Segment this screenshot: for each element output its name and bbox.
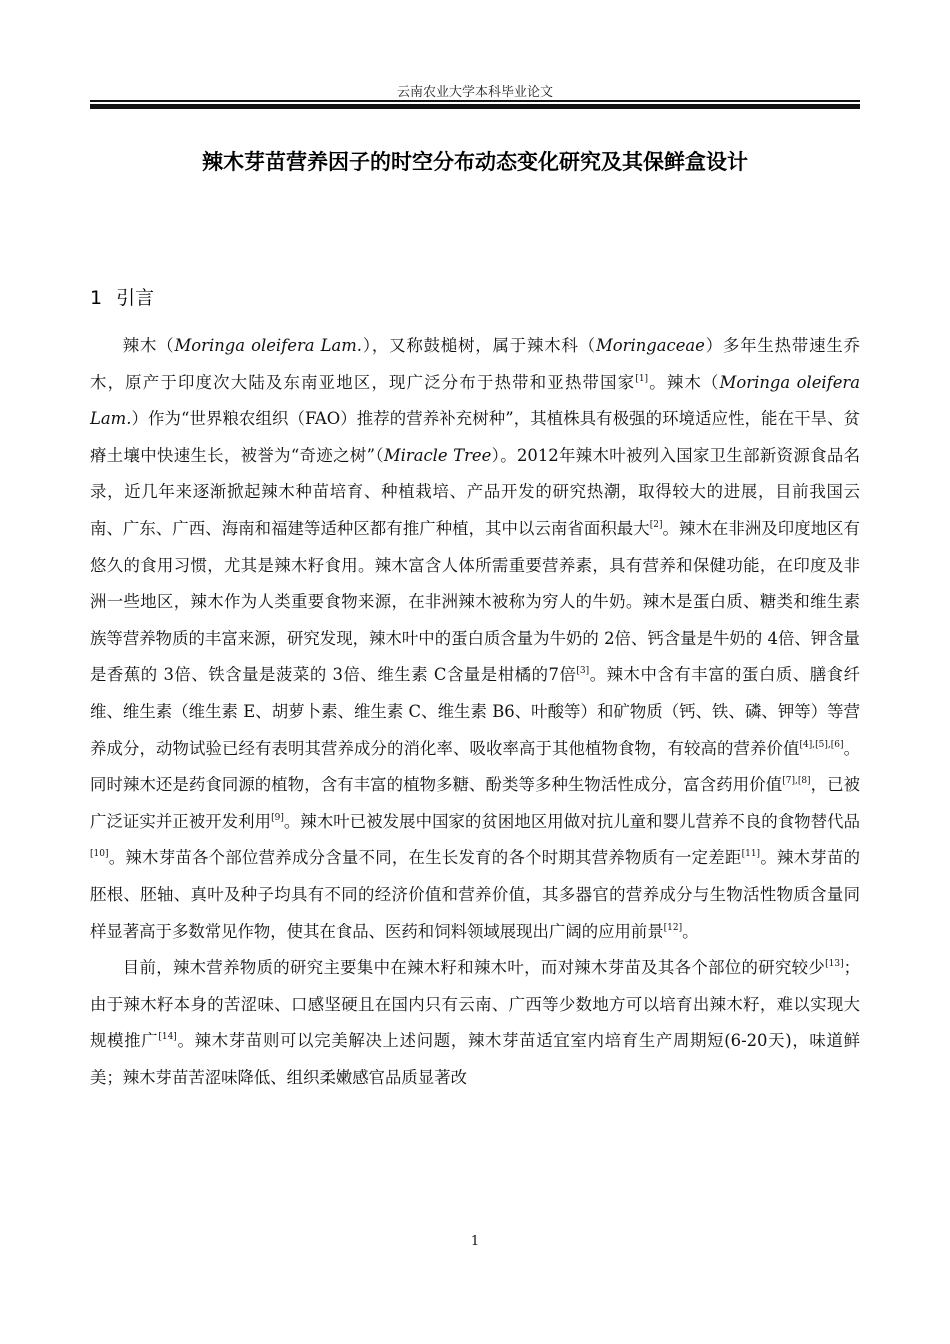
paragraph-2 (90, 950, 860, 1096)
page-number: 1 (470, 1234, 480, 1249)
text-run: 。辣木在非洲及印度地区有悠久的食用习惯，尤其是辣木籽食用。辣木富含人体所需重要营养素，具有营养和保健功能，在印度及非洲一些地区，辣木作为人类重要食物来源，在非洲辣木被称为穷人的牛奶。辣木是蛋白质、糖类和维生素族等营养物质的丰富来源，研究发现，辣木叶中的蛋白质含量为牛奶的 2倍、钙含量是牛奶的 4倍、钾含量是香蕉的 3倍、铁含量是菠菜的 3倍、维生素 C含量是柑橘的7倍 (90, 518, 861, 685)
citation: [12] (663, 922, 683, 933)
text-run: 目前，辣木营养物质的研究主要集中在辣木籽和辣木叶，而对辣木芽苗及其各个部位的研究较少 (122, 958, 826, 978)
citation: [1] (635, 373, 649, 384)
citation: [4],[5],[6] (799, 739, 844, 750)
paragraph-1 (90, 328, 860, 950)
text-run: 辣木（ (122, 336, 175, 355)
text-run: 。辣木芽苗各个部位营养成分含量不同，在生长发育的各个时期其营养物质有一定差距 (108, 848, 742, 868)
text-run: 。辣木中含有丰富的蛋白质、膳食纤维、维生素（维生素 E、胡萝卜素、维生素 C、维生素 B6、叶酸等）和矿物质（钙、铁、磷、钾等）等营养成分，动物试验已经有表明其营养成分的消化率、吸收率高于其他植物食物，有较高的营养价值 (90, 665, 860, 758)
header-rule-thick (90, 104, 860, 109)
family-name: Moringaceae (595, 336, 705, 355)
header-rule-thin (90, 100, 860, 102)
paper-title: 辣木芽苗营养因子的时空分布动态变化研究及其保鲜盒设计 (202, 150, 748, 174)
text-run: 。辣木（ (648, 372, 720, 392)
text-run: ，已被广泛证实并正被开发利用 (90, 775, 861, 831)
citation: [9] (271, 812, 284, 823)
species-name: Moringa oleifera Lam. (90, 372, 861, 429)
common-name-latin: Miracle Tree (383, 445, 492, 465)
text-run: 。辣木叶已被发展中国家的贫困地区用做对抗儿童和婴儿营养不良的食物替代品 (283, 811, 861, 831)
text-run: 。辣木芽苗的胚根、胚轴、真叶及种子均具有不同的经济价值和营养价值，其多器官的营养成分与生物活性物质含量同样显著高于多数常见作物，使其在食品、医药和饲料领域展现出广阔的应用前景 (90, 848, 861, 941)
species-name: Moringa oleifera Lam. (174, 336, 363, 355)
citation: [11] (741, 849, 761, 860)
section-number: 1 (90, 287, 103, 309)
citation: [3] (576, 666, 590, 677)
text-run: 。同时辣木还是药食同源的植物，含有丰富的植物多糖、酚类等多种生物活性成分，富含药用价值 (90, 738, 861, 795)
citation: [13] (825, 959, 844, 970)
running-header: 云南农业大学本科毕业论文 (396, 85, 553, 100)
text-run: ）作为“世界粮农组织（FAO）推荐的营养补充树种”，其植株具有极强的环境适应性，能在干旱、贫瘠土壤中快速生长，被誉为“奇迹之树”（ (90, 409, 860, 465)
text-run: ），又称鼓槌树，属于辣木科（ (362, 336, 596, 355)
text-run: 。辣木芽苗则可以完美解决上述问题，辣木芽苗适宜室内培育生产周期短(6-20天)，味道鲜美；辣木芽苗苦涩味降低、组织柔嫩感官品质显著改 (90, 1031, 860, 1087)
section-heading (90, 283, 154, 310)
text-run: ）多年生热带速生乔木，原产于印度次大陆及东南亚地区，现广泛分布于热带和亚热带国家 (90, 336, 860, 392)
section-title: 引言 (116, 287, 155, 309)
body-text (90, 328, 860, 1096)
text-run: 。 (682, 921, 699, 941)
citation: [14] (158, 1032, 177, 1043)
text-run: ）。2012年辣木叶被列入国家卫生部新资源食品名录，近几年来逐渐掀起辣木种苗培育、种植栽培、产品开发的研究热潮，取得较大的进展，目前我国云南、广东、广西、海南和福建等适种区都有推广种植，其中以云南省面积最大 (90, 445, 860, 538)
text-run: ；由于辣木籽本身的苦涩味、口感坚硬且在国内只有云南、广西等少数地方可以培育出辣木籽，难以实现大规模推广 (90, 958, 860, 1051)
citation: [7],[8] (782, 776, 811, 787)
citation: [2] (649, 519, 663, 530)
citation: [10] (90, 849, 109, 860)
